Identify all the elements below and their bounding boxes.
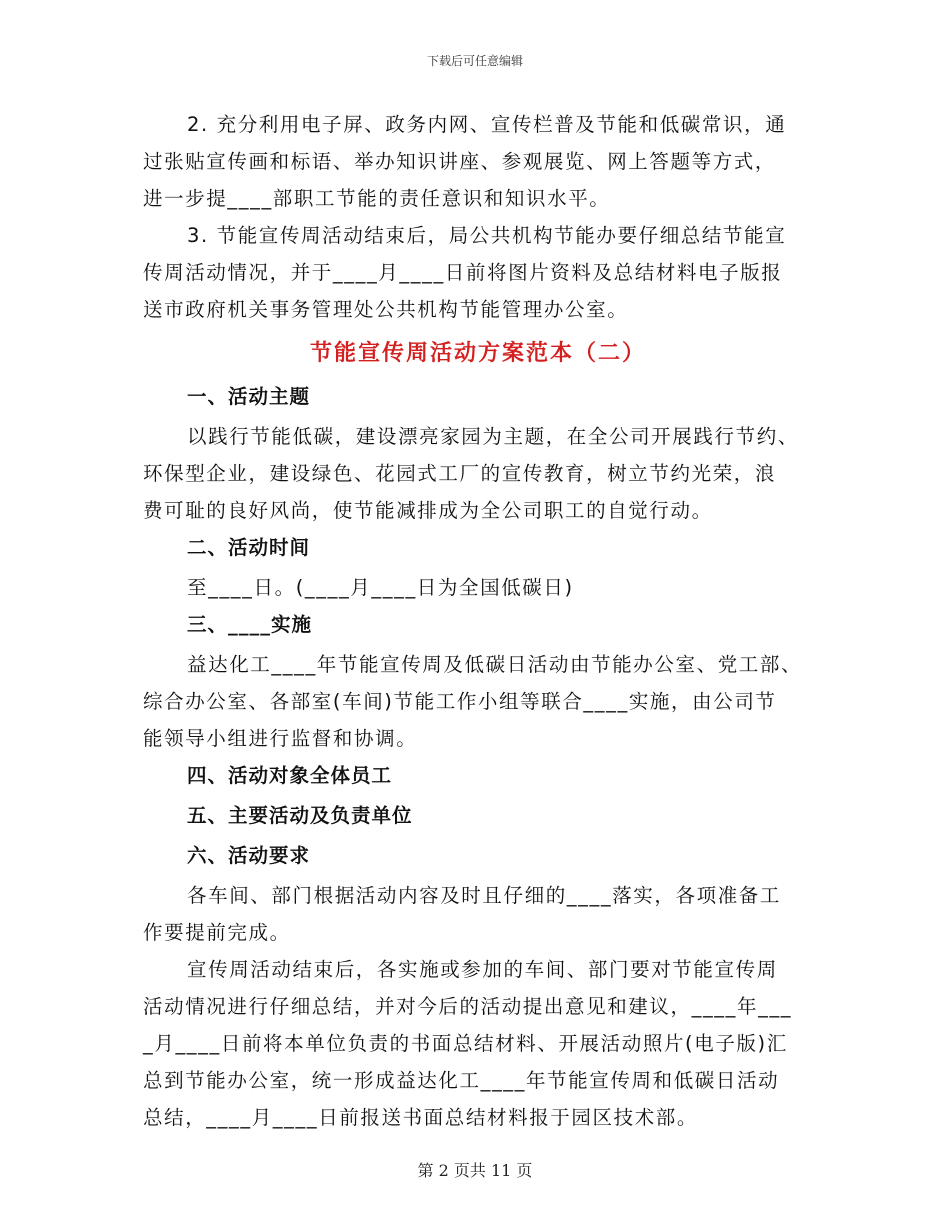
section-heading: 五、主要活动及负责单位 [187, 804, 413, 827]
section-heading: 三、____实施 [187, 613, 313, 636]
text-line: 传周活动情况，并于____月____日前将图片资料及总结材料电子版报 [143, 261, 783, 284]
text-line: 作要提前完成。 [143, 921, 291, 944]
text-line: 总到节能办公室，统一形成益达化工____年节能宣传周和低碳日活动 [143, 1069, 780, 1092]
document-title: 节能宣传周活动方案范本（二） [309, 341, 646, 366]
text-line: 送市政府机关事务管理处公共机构节能管理办公室。 [143, 298, 629, 321]
text-line: _月____日前将本单位负责的书面总结材料、开展活动照片(电子版)汇 [143, 1032, 788, 1055]
text-line: 3. 节能宣传周活动结束后，局公共机构节能办要仔细总结节能宣 [187, 224, 787, 247]
text-line: 至____日。(____月____日为全国低碳日) [187, 576, 574, 599]
section-heading: 四、活动对象全体员工 [187, 764, 393, 787]
text-line: 进一步提____部职工节能的责任意识和知识水平。 [143, 187, 611, 210]
text-line: 能领导小组进行监督和协调。 [143, 727, 418, 750]
section-heading: 二、活动时间 [187, 536, 311, 559]
page-header: 下载后可任意编辑 [426, 54, 523, 68]
text-line: 宣传周活动结束后，各实施或参加的车间、部门要对节能宣传周 [187, 958, 778, 981]
section-heading: 六、活动要求 [187, 844, 311, 867]
text-line: 总结，____月____日前报送书面总结材料报于园区技术部。 [143, 1106, 699, 1129]
text-line: 费可耻的良好风尚，使节能减排成为全公司职工的自觉行动。 [143, 499, 713, 522]
text-line: 综合办公室、各部室(车间)节能工作小组等联合____实施，由公司节 [143, 690, 777, 713]
text-line: 环保型企业，建设绿色、花园式工厂的宣传教育，树立节约光荣，浪 [143, 462, 777, 485]
text-line: 益达化工____年节能宣传周及低碳日活动由节能办公室、党工部、 [187, 653, 803, 676]
document-body [143, 106, 813, 1136]
text-line: 2. 充分利用电子屏、政务内网、宣传栏普及节能和低碳常识，通 [187, 113, 787, 136]
text-line: 以践行节能低碳，建设漂亮家园为主题，在全公司开展践行节约、 [187, 425, 799, 448]
page-footer: 第 2 页共 11 页 [417, 1161, 533, 1180]
text-line: 各车间、部门根据活动内容及时且仔细的____落实，各项准备工 [187, 884, 782, 907]
text-line: 过张贴宣传画和标语、举办知识讲座、参观展览、网上答题等方式， [143, 150, 777, 173]
section-heading: 一、活动主题 [187, 385, 311, 408]
text-line: 活动情况进行仔细总结，并对今后的活动提出意见和建议，____年___ [143, 995, 793, 1018]
